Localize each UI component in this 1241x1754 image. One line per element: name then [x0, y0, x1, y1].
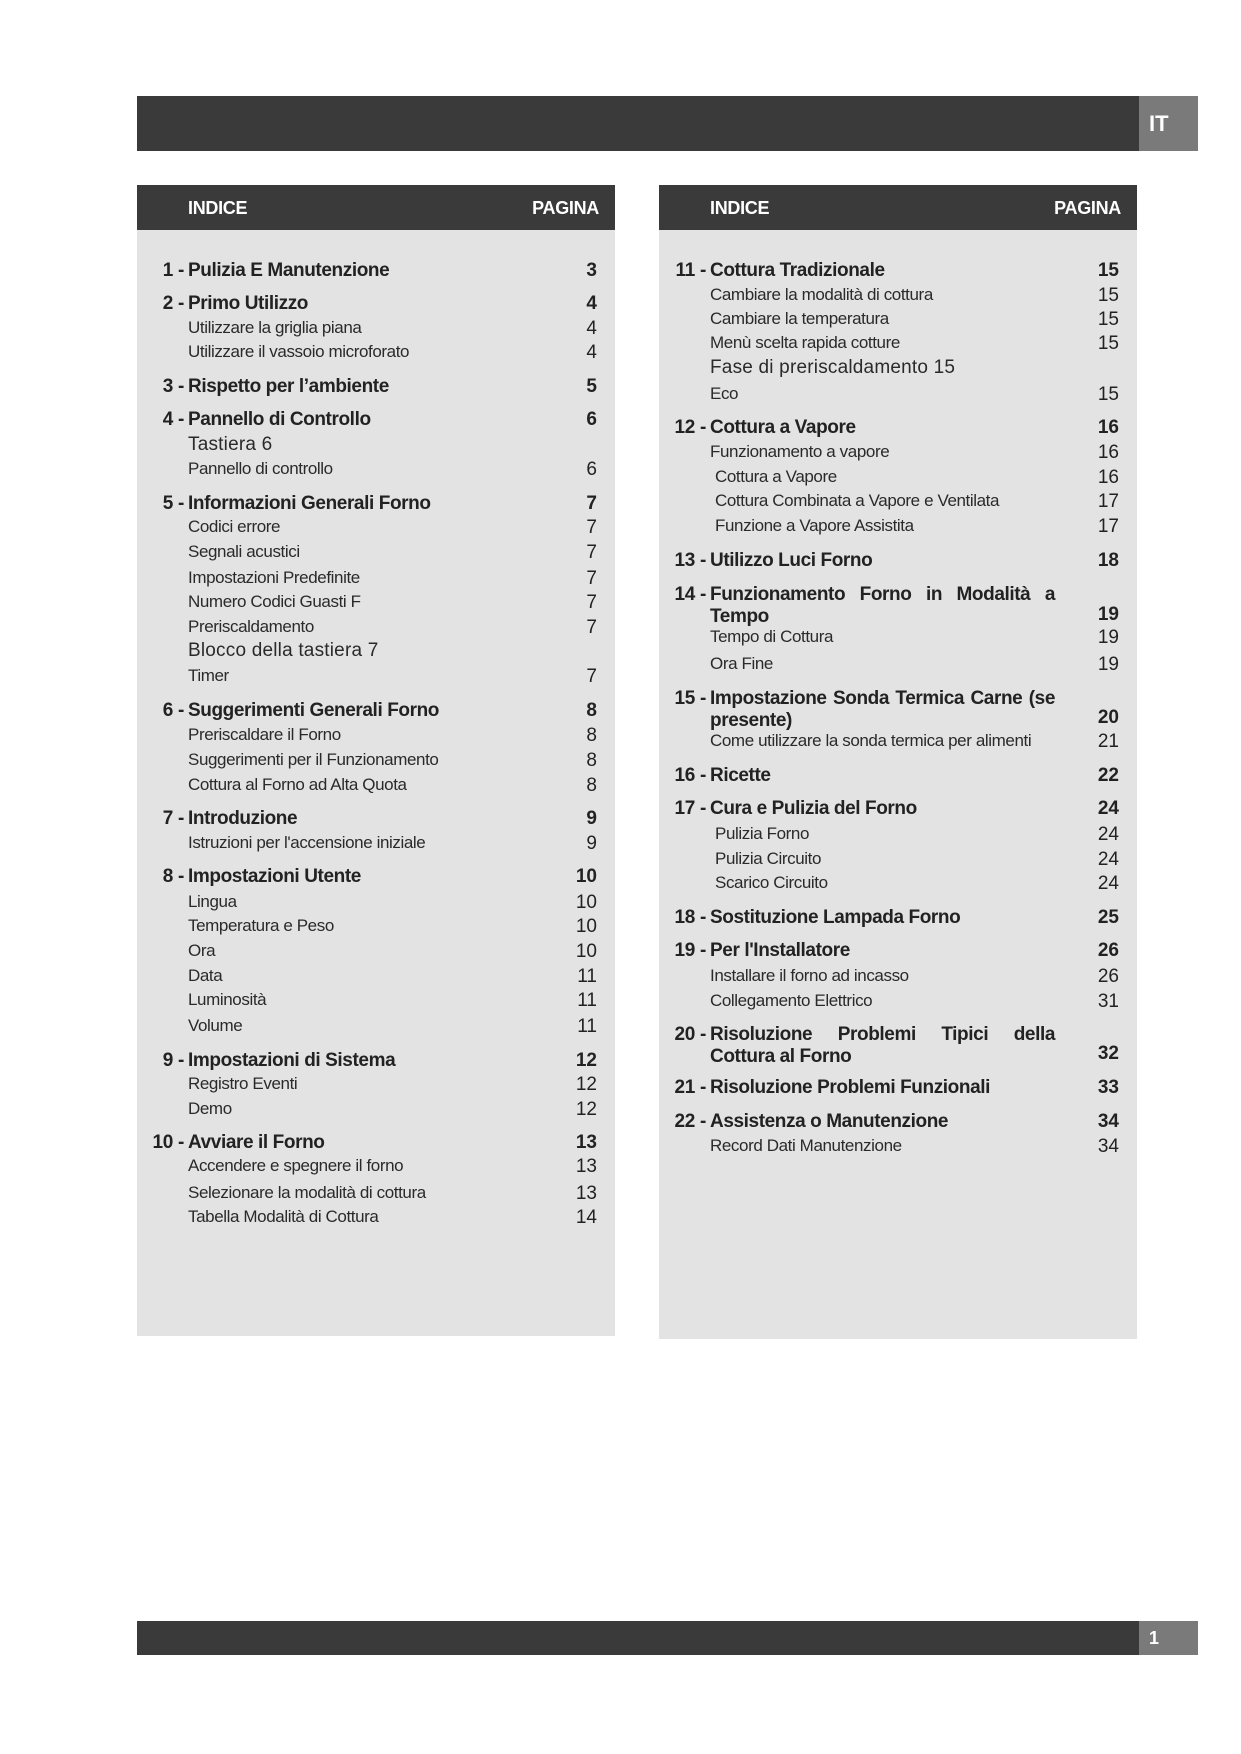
subsection-title: Preriscaldare il Forno	[188, 725, 341, 744]
section-title: Impostazione Sonda Termica Carne (se presente)	[710, 688, 1055, 731]
section-page: 19	[1097, 604, 1119, 625]
section-title: Introduzione	[188, 808, 298, 829]
section-number: 18 -	[674, 907, 706, 928]
subsection-page: 12	[575, 1074, 597, 1095]
section-title: Utilizzo Luci Forno	[710, 550, 873, 571]
subsection-page: 7	[586, 617, 597, 638]
section-title: Per l'Installatore	[710, 940, 850, 961]
subsection-page: 11	[577, 990, 597, 1011]
section-title: Primo Utilizzo	[188, 293, 309, 314]
subsection-title: Segnali acustici	[188, 542, 300, 561]
section-number: 19 -	[674, 940, 706, 961]
subsection-page: 17	[1097, 491, 1119, 512]
subsection-page: 24	[1097, 873, 1119, 894]
subsection-title: Temperatura e Peso	[188, 916, 334, 935]
section-page: 22	[1097, 765, 1119, 786]
subsection-page: 15	[1097, 285, 1119, 306]
subsection-page: 4	[586, 342, 597, 363]
subsection-page: 7	[586, 666, 597, 687]
subsection-title: Pulizia Circuito	[715, 849, 822, 868]
subsection-page: 9	[586, 833, 597, 854]
subsection-title: Utilizzare il vassoio microforato	[188, 342, 410, 361]
toc-header-index: INDICE	[710, 198, 770, 218]
subsection-title: Suggerimenti per il Funzionamento	[188, 750, 439, 769]
page-number: 1	[1139, 1621, 1198, 1655]
subsection-title: Funzionamento a vapore	[710, 442, 890, 461]
section-page: 3	[586, 260, 597, 281]
subsection-page: 24	[1097, 849, 1119, 870]
subsection-page: 14	[575, 1207, 597, 1228]
section-title: Risoluzione Problemi Tipici della Cottura al Forno	[710, 1024, 1055, 1067]
section-title: Suggerimenti Generali Forno	[188, 700, 440, 721]
section-number: 21 -	[674, 1077, 706, 1098]
subsection-title: Tempo di Cottura	[710, 627, 834, 646]
subsection-title: Menù scelta rapida cotture	[710, 333, 900, 352]
subsection-title: Pulizia Forno	[715, 824, 810, 843]
subsection-title: Utilizzare la griglia piana	[188, 318, 362, 337]
section-page: 34	[1097, 1111, 1119, 1132]
subsection-title: Installare il forno ad incasso	[710, 966, 909, 985]
toc-panel-left	[137, 185, 615, 1336]
subsection-page: 8	[586, 775, 597, 796]
subsection-page: 7	[586, 517, 597, 538]
header-bar	[137, 96, 1139, 151]
subsection-title: Funzione a Vapore Assistita	[715, 516, 914, 535]
subsection-page: 7	[586, 542, 597, 563]
section-page: 5	[586, 376, 597, 397]
section-number: 22 -	[674, 1111, 706, 1132]
subsection-title: Tastiera 6	[188, 434, 273, 455]
subsection-title: Cambiare la modalità di cottura	[710, 285, 933, 304]
subsection-page: 16	[1097, 467, 1119, 488]
subsection-page: 19	[1097, 627, 1119, 648]
section-number: 7 -	[162, 808, 184, 829]
subsection-title: Accendere e spegnere il forno	[188, 1156, 404, 1175]
subsection-page: 21	[1097, 731, 1119, 752]
subsection-title: Collegamento Elettrico	[710, 991, 873, 1010]
toc-header-page: PAGINA	[1054, 198, 1121, 218]
section-page: 10	[575, 866, 597, 887]
subsection-title: Preriscaldamento	[188, 617, 314, 636]
subsection-title: Selezionare la modalità di cottura	[188, 1183, 426, 1202]
subsection-title: Fase di preriscaldamento 15	[710, 357, 956, 378]
subsection-title: Cottura a Vapore	[715, 467, 837, 486]
section-page: 26	[1097, 940, 1119, 961]
subsection-page: 13	[575, 1183, 597, 1204]
section-page: 12	[575, 1050, 597, 1071]
section-title: Ricette	[710, 765, 771, 786]
subsection-title: Cottura al Forno ad Alta Quota	[188, 775, 407, 794]
section-page: 18	[1097, 550, 1119, 571]
section-page: 13	[575, 1132, 597, 1153]
subsection-page: 34	[1097, 1136, 1119, 1157]
section-number: 6 -	[162, 700, 184, 721]
subsection-page: 8	[586, 725, 597, 746]
section-page: 33	[1097, 1077, 1119, 1098]
subsection-page: 11	[577, 966, 597, 987]
subsection-page: 15	[1097, 309, 1119, 330]
subsection-title: Come utilizzare la sonda termica per alimenti	[710, 731, 1032, 750]
subsection-title: Blocco della tastiera 7	[188, 640, 379, 661]
subsection-title: Data	[188, 966, 223, 985]
subsection-page: 31	[1097, 991, 1119, 1012]
section-number: 10 -	[152, 1132, 184, 1153]
section-title: Risoluzione Problemi Funzionali	[710, 1077, 991, 1098]
section-title: Avviare il Forno	[188, 1132, 325, 1153]
language-badge: IT	[1139, 96, 1198, 151]
section-number: 16 -	[674, 765, 706, 786]
subsection-page: 11	[577, 1016, 597, 1037]
section-title: Impostazioni Utente	[188, 866, 361, 887]
section-number: 17 -	[674, 798, 706, 819]
section-title: Funzionamento Forno in Modalità a Tempo	[710, 584, 1055, 627]
section-title: Cottura Tradizionale	[710, 260, 885, 281]
toc-header-left	[137, 185, 615, 230]
subsection-title: Luminosità	[188, 990, 267, 1009]
section-title: Impostazioni di Sistema	[188, 1050, 396, 1071]
subsection-title: Demo	[188, 1099, 232, 1118]
section-number: 8 -	[162, 866, 184, 887]
section-number: 13 -	[674, 550, 706, 571]
subsection-page: 15	[1097, 384, 1119, 405]
section-number: 15 -	[674, 688, 706, 709]
toc-header-right	[659, 185, 1137, 230]
footer-bar	[137, 1621, 1139, 1655]
subsection-title: Eco	[710, 384, 739, 403]
section-title: Pulizia E Manutenzione	[188, 260, 390, 281]
section-page: 4	[586, 293, 597, 314]
subsection-page: 10	[575, 892, 597, 913]
subsection-title: Registro Eventi	[188, 1074, 298, 1093]
subsection-page: 10	[575, 941, 597, 962]
section-page: 24	[1097, 798, 1119, 819]
subsection-page: 10	[575, 916, 597, 937]
section-number: 4 -	[162, 409, 184, 430]
section-page: 9	[586, 808, 597, 829]
subsection-title: Lingua	[188, 892, 237, 911]
section-page: 20	[1097, 707, 1119, 728]
section-title: Cura e Pulizia del Forno	[710, 798, 917, 819]
subsection-page: 4	[586, 318, 597, 339]
subsection-page: 8	[586, 750, 597, 771]
section-number: 12 -	[674, 417, 706, 438]
toc-header-index: INDICE	[188, 198, 248, 218]
subsection-title: Tabella Modalità di Cottura	[188, 1207, 379, 1226]
section-title: Cottura a Vapore	[710, 417, 856, 438]
subsection-title: Scarico Circuito	[715, 873, 828, 892]
section-title: Rispetto per l’ambiente	[188, 376, 389, 397]
subsection-page: 17	[1097, 516, 1119, 537]
subsection-title: Codici errore	[188, 517, 281, 536]
section-page: 32	[1097, 1043, 1119, 1064]
section-number: 9 -	[162, 1050, 184, 1071]
section-title: Assistenza o Manutenzione	[710, 1111, 949, 1132]
section-page: 16	[1097, 417, 1119, 438]
subsection-page: 26	[1097, 966, 1119, 987]
subsection-title: Timer	[188, 666, 229, 685]
subsection-title: Pannello di controllo	[188, 459, 333, 478]
section-number: 11 -	[675, 260, 706, 281]
section-page: 6	[586, 409, 597, 430]
subsection-page: 19	[1097, 654, 1119, 675]
subsection-title: Record Dati Manutenzione	[710, 1136, 902, 1155]
subsection-page: 6	[586, 459, 597, 480]
subsection-title: Numero Codici Guasti F	[188, 592, 361, 611]
subsection-page: 12	[575, 1099, 597, 1120]
subsection-title: Impostazioni Predefinite	[188, 568, 360, 587]
subsection-page: 7	[586, 592, 597, 613]
toc-header-page: PAGINA	[532, 198, 599, 218]
toc-panel-right	[659, 185, 1137, 1339]
section-page: 15	[1097, 260, 1119, 281]
section-number: 20 -	[674, 1024, 706, 1045]
section-title: Pannello di Controllo	[188, 409, 371, 430]
subsection-page: 24	[1097, 824, 1119, 845]
subsection-page: 7	[586, 568, 597, 589]
section-number: 2 -	[162, 293, 184, 314]
subsection-page: 15	[1097, 333, 1119, 354]
subsection-title: Cottura Combinata a Vapore e Ventilata	[715, 491, 1000, 510]
section-page: 7	[586, 493, 597, 514]
subsection-page: 13	[575, 1156, 597, 1177]
subsection-title: Istruzioni per l'accensione iniziale	[188, 833, 426, 852]
section-number: 14 -	[674, 584, 706, 605]
section-number: 1 -	[162, 260, 184, 281]
subsection-title: Volume	[188, 1016, 243, 1035]
subsection-title: Ora Fine	[710, 654, 773, 673]
section-page: 8	[586, 700, 597, 721]
section-number: 3 -	[162, 376, 184, 397]
section-number: 5 -	[162, 493, 184, 514]
subsection-title: Ora	[188, 941, 216, 960]
subsection-title: Cambiare la temperatura	[710, 309, 889, 328]
section-page: 25	[1097, 907, 1119, 928]
subsection-page: 16	[1097, 442, 1119, 463]
section-title: Sostituzione Lampada Forno	[710, 907, 961, 928]
section-title: Informazioni Generali Forno	[188, 493, 431, 514]
